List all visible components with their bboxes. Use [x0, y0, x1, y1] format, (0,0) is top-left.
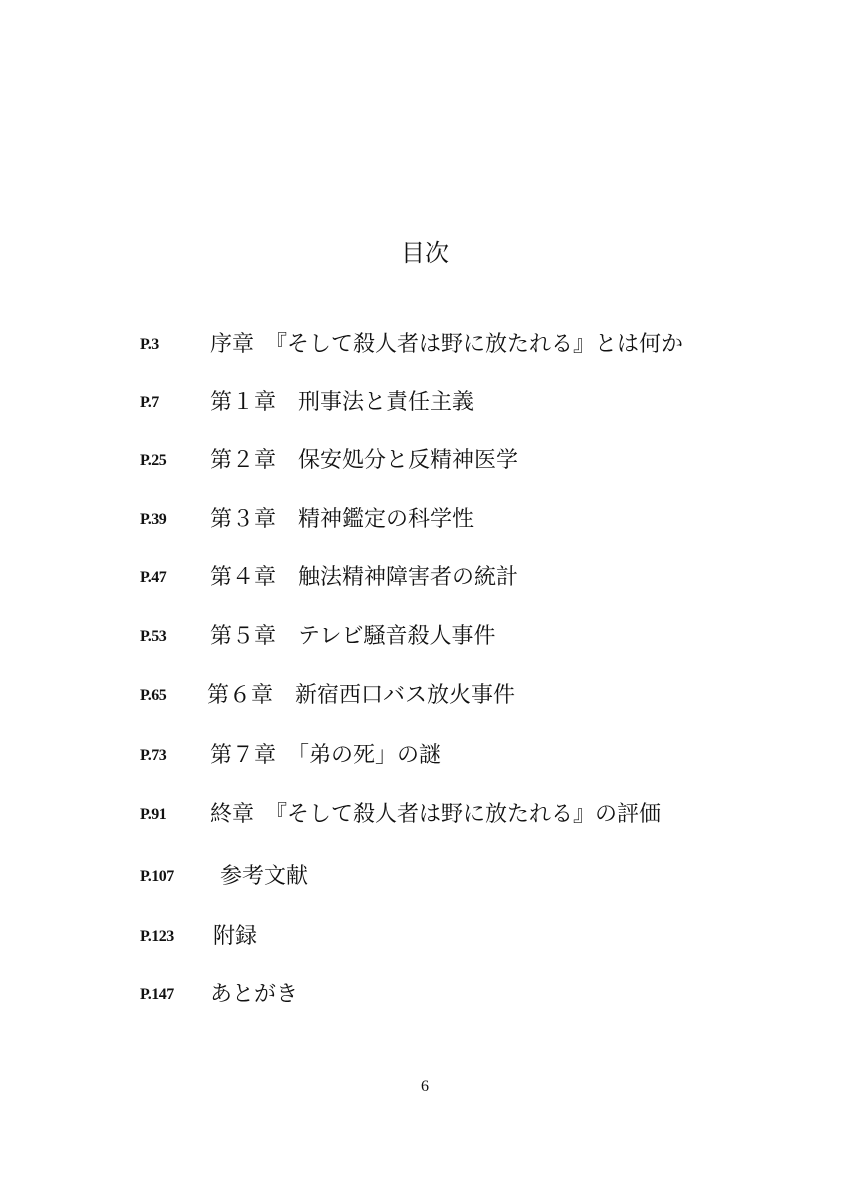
- toc-entry-text: 第５章 テレビ騒音殺人事件: [210, 624, 496, 649]
- toc-page-ref: P.147: [140, 986, 174, 1003]
- toc-entry-text: 第２章 保安処分と反精神医学: [210, 448, 519, 473]
- toc-entry: [0, 622, 850, 652]
- toc-title: 目次: [401, 239, 449, 267]
- toc-page-ref: P.39: [140, 511, 167, 528]
- toc-page-ref: P.123: [140, 928, 174, 945]
- toc-page-ref: P.7: [140, 394, 159, 411]
- toc-page-ref: P.73: [140, 747, 167, 764]
- page-number: 6: [421, 1078, 429, 1095]
- toc-page-ref: P.47: [140, 569, 167, 586]
- toc-page-ref: P.107: [140, 868, 174, 885]
- toc-entry: [0, 388, 850, 418]
- toc-page-ref: P.53: [140, 628, 167, 645]
- toc-page-ref: P.3: [140, 336, 159, 353]
- toc-entry-text: 第１章 刑事法と責任主義: [210, 390, 475, 415]
- toc-page-ref: P.65: [140, 687, 167, 704]
- toc-entry: [0, 980, 850, 1010]
- toc-entry: [0, 330, 850, 360]
- toc-entry: [0, 681, 850, 711]
- toc-entry: [0, 446, 850, 476]
- toc-entry-text: 第６章 新宿西口バス放火事件: [207, 683, 516, 708]
- toc-entry: [0, 505, 850, 535]
- toc-entry: [0, 922, 850, 952]
- toc-entry-text: 第３章 精神鑑定の科学性: [210, 507, 475, 532]
- toc-entry-text: 終章 『そして殺人者は野に放たれる』の評価: [210, 802, 662, 827]
- toc-entry: [0, 800, 850, 830]
- toc-entry-text: 附録: [213, 924, 258, 949]
- toc-page-ref: P.91: [140, 806, 167, 823]
- toc-entry-text: あとがき: [210, 982, 299, 1007]
- toc-entry-text: 序章 『そして殺人者は野に放たれる』とは何か: [210, 332, 684, 357]
- toc-entry-text: 第４章 触法精神障害者の統計: [210, 565, 519, 590]
- toc-entry: [0, 563, 850, 593]
- toc-entry: [0, 741, 850, 771]
- toc-entry-text: 第７章 「弟の死」の謎: [210, 743, 442, 768]
- toc-page-ref: P.25: [140, 452, 167, 469]
- toc-entry: [0, 862, 850, 892]
- toc-entry-text: 参考文献: [220, 864, 309, 889]
